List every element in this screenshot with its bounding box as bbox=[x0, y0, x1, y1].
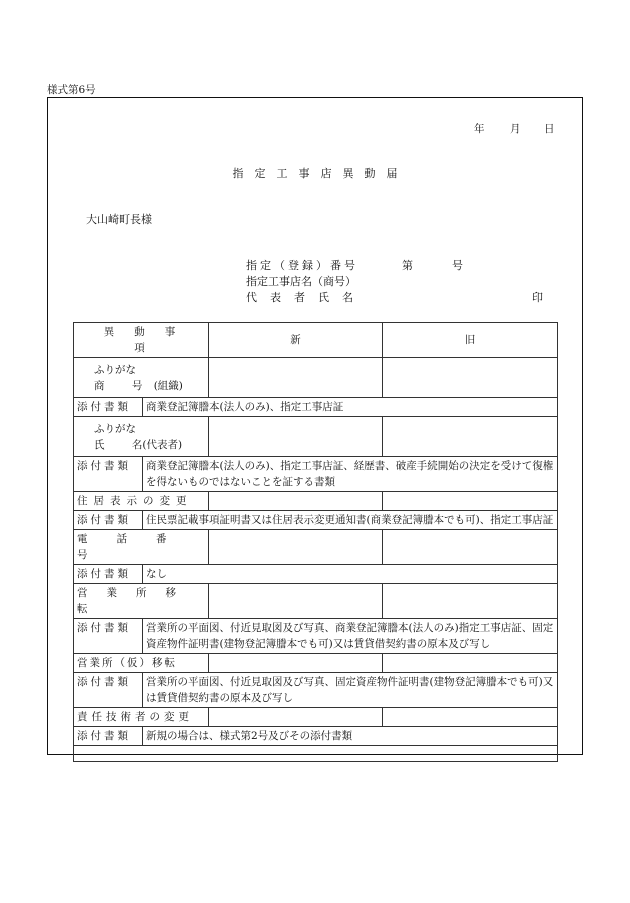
representative-new-cell[interactable] bbox=[209, 417, 383, 457]
form-number: 様式第6号 bbox=[47, 84, 96, 96]
attachment-row-3 bbox=[74, 511, 558, 530]
engineer-change-label: 責任技術者の変更 bbox=[74, 708, 209, 727]
office-move-new-cell[interactable] bbox=[209, 584, 383, 619]
trade-name-row bbox=[74, 358, 558, 398]
office-move-old-cell[interactable] bbox=[383, 584, 558, 619]
attachment-text-1: 商業登記簿謄本(法人のみ)、指定工事店証 bbox=[143, 398, 558, 417]
trade-name-label-2: 号 bbox=[131, 379, 143, 392]
temp-office-move-label: 営業所（仮）移転 bbox=[74, 654, 209, 673]
attachment-text-4: なし bbox=[143, 565, 558, 584]
temp-office-move-old-cell[interactable] bbox=[383, 654, 558, 673]
attachment-row-7 bbox=[74, 727, 558, 746]
engineer-change-old-cell[interactable] bbox=[383, 708, 558, 727]
attachment-label-3: 添付書類 bbox=[74, 511, 143, 530]
attachment-label-2: 添付書類 bbox=[74, 457, 143, 492]
attachment-label-6: 添付書類 bbox=[74, 673, 143, 708]
attachment-text-5: 営業所の平面図、付近見取図及び写真、商業登記簿謄本(法人のみ)指定工事店証、固定資産物件証明書(建物登記簿謄本でも可)又は賃貸借契約書の原本及び写し bbox=[143, 619, 558, 654]
address-change-new-cell[interactable] bbox=[209, 492, 383, 511]
trade-name-label bbox=[74, 358, 209, 398]
blank-row bbox=[74, 746, 558, 762]
phone-new-cell[interactable] bbox=[209, 530, 383, 565]
blank-cell[interactable] bbox=[74, 746, 558, 762]
trade-name-label-line bbox=[94, 378, 205, 394]
representative-label-2: 名(代表者) bbox=[131, 438, 183, 451]
phone-row bbox=[74, 530, 558, 565]
office-move-row bbox=[74, 584, 558, 619]
attachment-text-3: 住民票記載事項証明書又は住居表示変更通知書(商業登記簿謄本でも可)、指定工事店証 bbox=[143, 511, 558, 530]
date-year: 年 bbox=[474, 123, 485, 135]
attachment-row-1 bbox=[74, 398, 558, 417]
office-move-label: 営業所移転 bbox=[74, 584, 209, 619]
representative-label bbox=[74, 417, 209, 457]
phone-label: 電話番号 bbox=[74, 530, 209, 565]
temp-office-move-row bbox=[74, 654, 558, 673]
trade-name-kana: ふりがな bbox=[94, 363, 136, 376]
trade-name-label-3: (組織) bbox=[153, 379, 183, 392]
attachment-row-4 bbox=[74, 565, 558, 584]
store-name-label: 指定工事店名（商号） bbox=[246, 275, 356, 288]
trade-name-old-cell[interactable] bbox=[383, 358, 558, 398]
change-items-table bbox=[73, 322, 558, 762]
engineer-change-new-cell[interactable] bbox=[209, 708, 383, 727]
address-change-old-cell[interactable] bbox=[383, 492, 558, 511]
address-change-row bbox=[74, 492, 558, 511]
representative-old-cell[interactable] bbox=[383, 417, 558, 457]
attachment-row-5 bbox=[74, 619, 558, 654]
attachment-row-6 bbox=[74, 673, 558, 708]
page-title: 指定工事店異動届 bbox=[232, 167, 409, 180]
temp-office-move-new-cell[interactable] bbox=[209, 654, 383, 673]
header-new: 新 bbox=[209, 323, 383, 358]
attachment-label-5: 添付書類 bbox=[74, 619, 143, 654]
representative-kana: ふりがな bbox=[94, 422, 136, 435]
attachment-label-7: 添付書類 bbox=[74, 727, 143, 746]
representative-row bbox=[74, 417, 558, 457]
attachment-row-2 bbox=[74, 457, 558, 492]
table-header-row bbox=[74, 323, 558, 358]
representative-label-1: 氏 bbox=[94, 438, 105, 451]
registration-number-label: 指定（登録）番号 bbox=[246, 259, 358, 272]
registration-number-prefix: 第 bbox=[402, 259, 413, 272]
representative-label-line bbox=[94, 437, 205, 453]
trade-name-label-1: 商 bbox=[94, 379, 105, 392]
trade-name-new-cell[interactable] bbox=[209, 358, 383, 398]
addressee: 大山崎町長様 bbox=[86, 213, 152, 226]
attachment-label-4: 添付書類 bbox=[74, 565, 143, 584]
representative-name-label: 代表者氏名 bbox=[246, 291, 366, 304]
attachment-text-2: 商業登記簿謄本(法人のみ)、指定工事店証、経歴書、破産手続開始の決定を受けて復権を得ないものではないことを証する書類 bbox=[143, 457, 558, 492]
date-month: 月 bbox=[510, 123, 521, 135]
attachment-text-6: 営業所の平面図、付近見取図及び写真、固定資産物件証明書(建物登記簿謄本でも可)又は賃貸借契約書の原本及び写し bbox=[143, 673, 558, 708]
engineer-change-row bbox=[74, 708, 558, 727]
header-old: 旧 bbox=[383, 323, 558, 358]
date-day: 日 bbox=[544, 123, 555, 135]
attachment-label-1: 添付書類 bbox=[74, 398, 143, 417]
attachment-text-7: 新規の場合は、様式第2号及びその添付書類 bbox=[143, 727, 558, 746]
header-item: 異動事項 bbox=[74, 323, 209, 358]
registration-number-suffix: 号 bbox=[452, 259, 463, 272]
phone-old-cell[interactable] bbox=[383, 530, 558, 565]
address-change-label: 住居表示の変更 bbox=[74, 492, 209, 511]
seal-mark: 印 bbox=[532, 291, 543, 304]
